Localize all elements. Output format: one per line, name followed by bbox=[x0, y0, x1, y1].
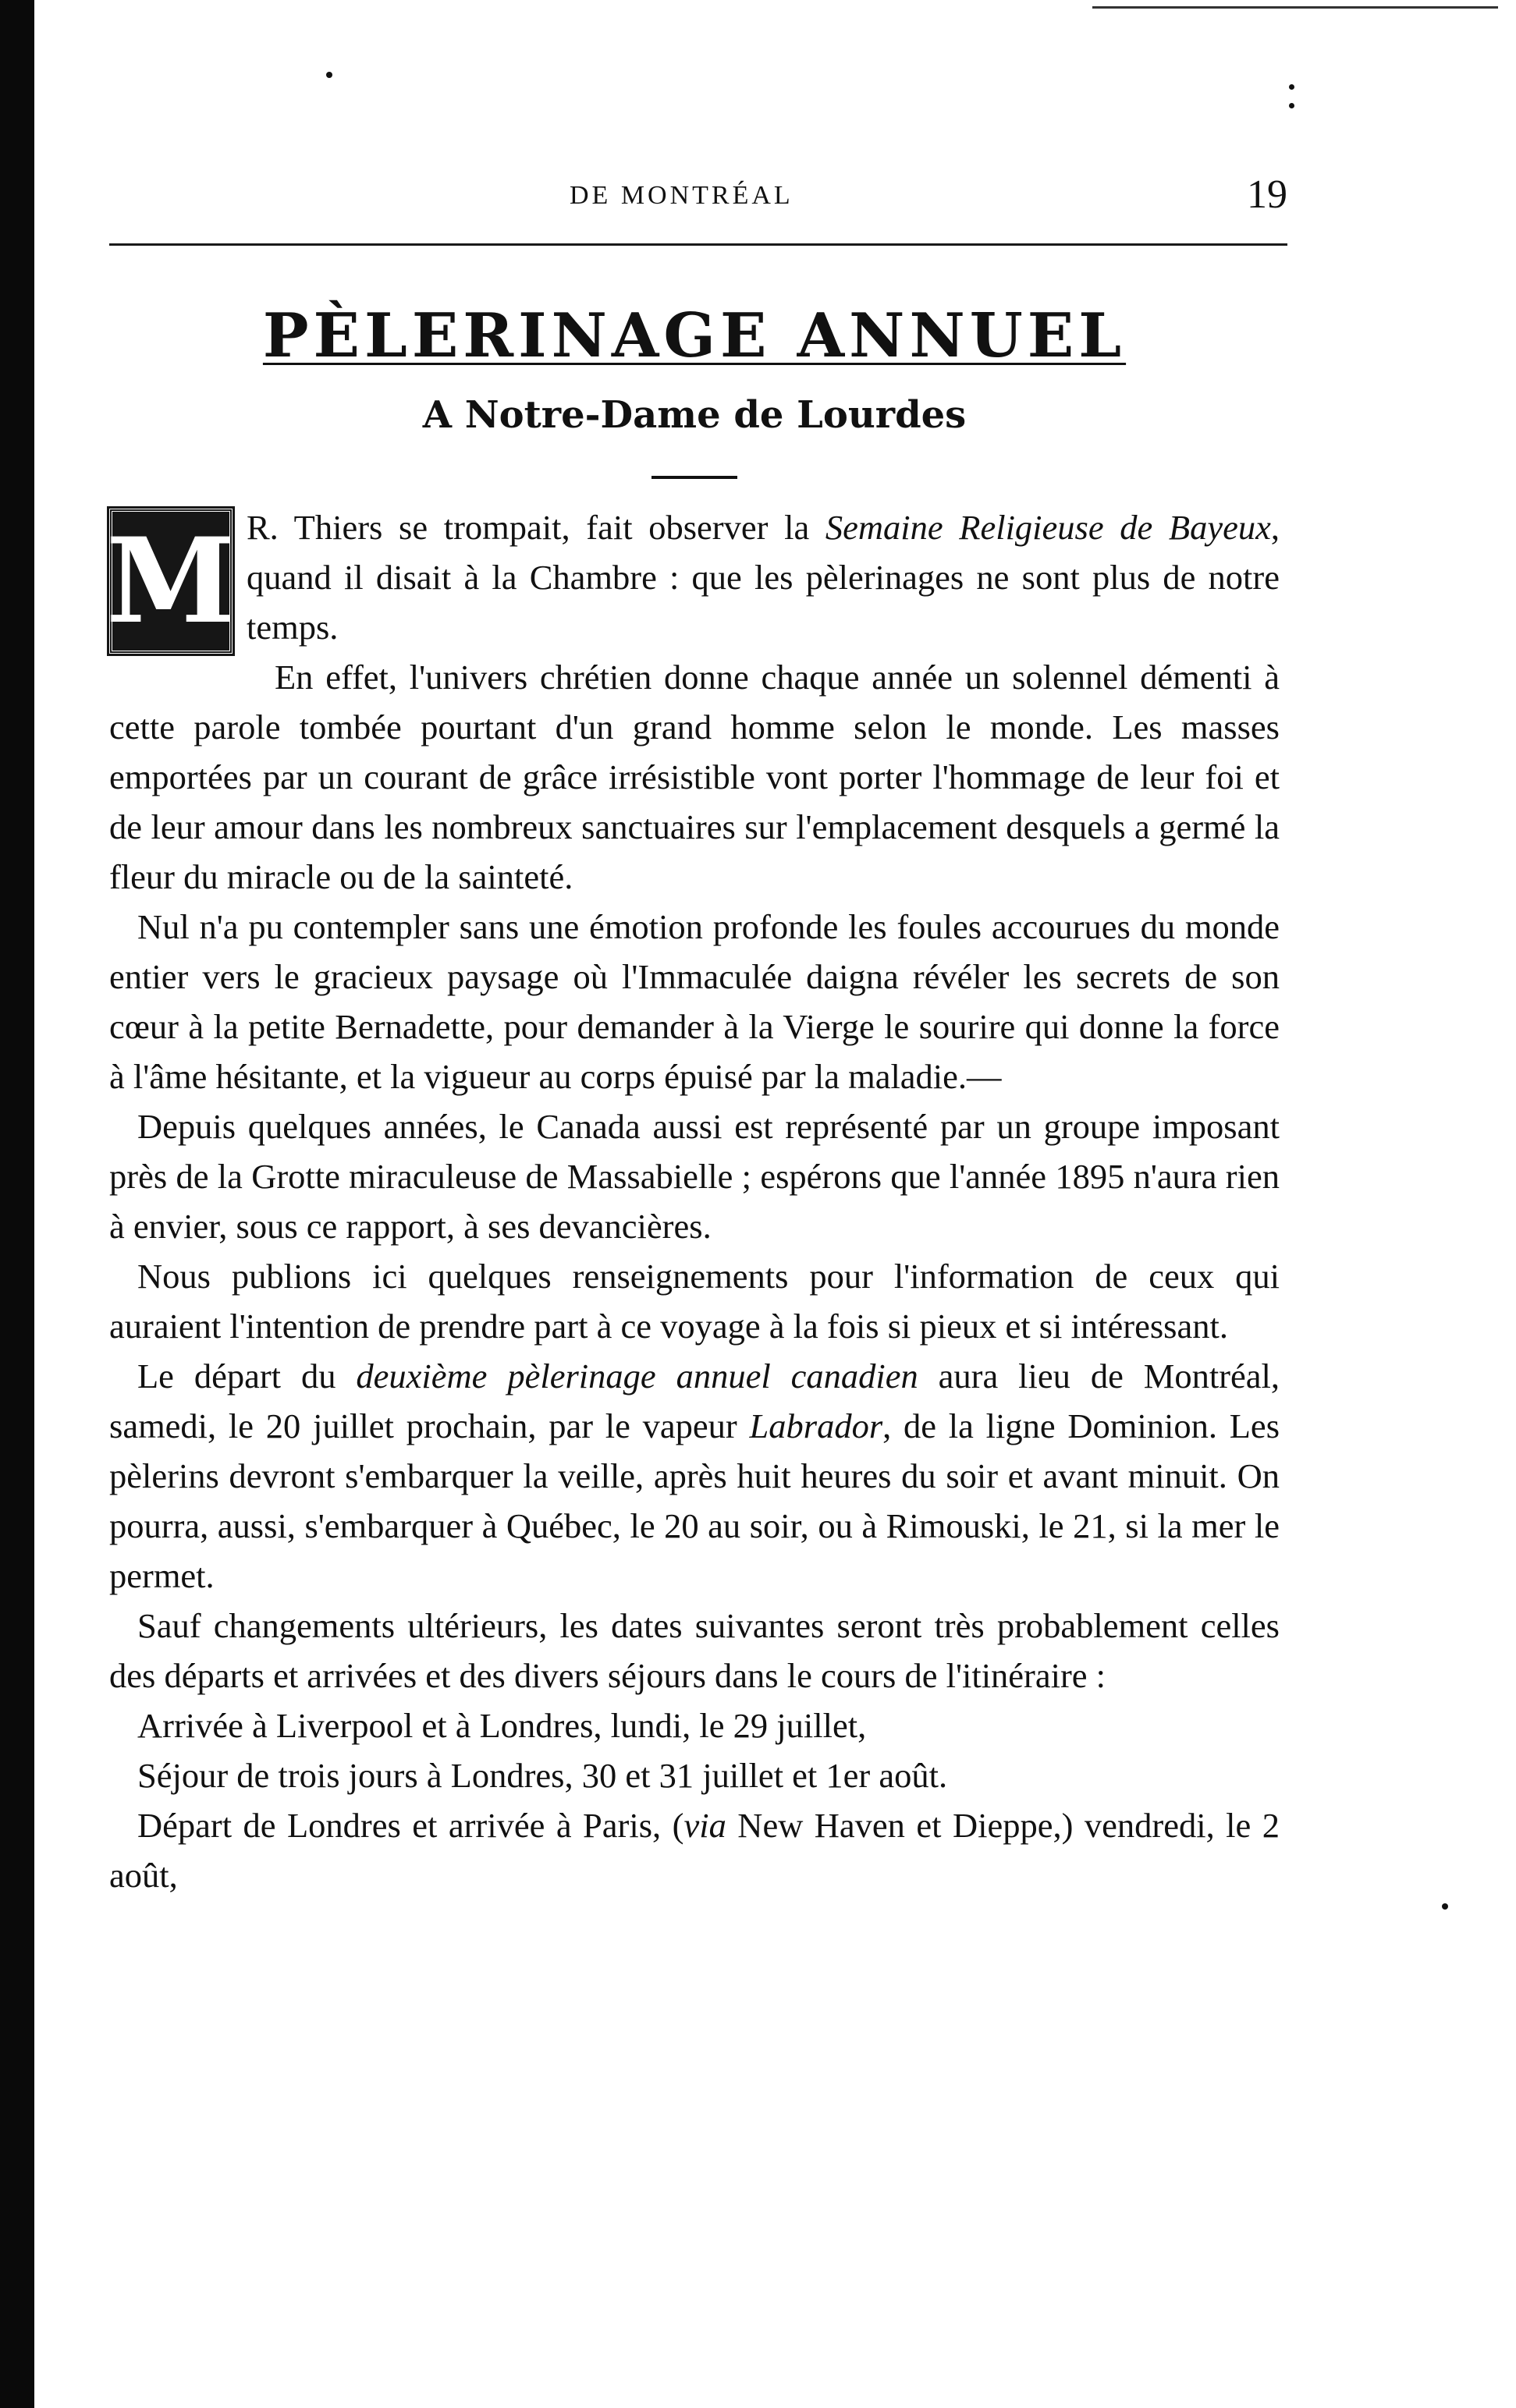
pilgrimage-name: deuxième pèlerinage annuel canadien bbox=[356, 1356, 918, 1396]
header-rule bbox=[109, 243, 1287, 246]
paragraph-text: , de la ligne Dominion. Les pèlerins devront s'embarquer la veille, après huit heures du soir et avant minuit. On pourra, aussi, s'embarquer à Québec, le 20 au soir, ou à Rimouski, le 21, si la mer le permet. bbox=[109, 1406, 1280, 1595]
title-rule bbox=[651, 476, 737, 479]
paragraph: Nul n'a pu contempler sans une émotion profonde les foules accourues du monde entier vers le gracieux paysage où l'Immaculée daigna révéler les secrets de son cœur à la petite Bernadette, pour demander à la Vierge le sourire qui donne la force à l'âme hésitante, et la vigueur au corps épuisé par la maladie.— bbox=[109, 907, 1280, 1096]
paragraph-text: New Haven et Dieppe,) vendredi, le 2 août, bbox=[109, 1806, 1280, 1895]
running-title: DE MONTRÉAL bbox=[570, 181, 794, 210]
running-head bbox=[109, 172, 1287, 226]
itinerary-line bbox=[109, 1800, 1280, 1900]
ship-name: Labrador bbox=[749, 1406, 883, 1445]
paragraph: En effet, l'univers chrétien donne chaque année un solennel démenti à cette parole tombée pourtant d'un grand homme selon le monde. Les masses emportées par un courant de grâce irrésistible vont porter l'hommage de leur foi et de leur amour dans les nombreux sanctuaires sur l'emplacement desquels a germé la fleur du miracle ou de la sainteté. bbox=[109, 658, 1280, 896]
paragraph-text: Départ de Londres et arrivée à Paris, ( bbox=[137, 1806, 684, 1845]
article-body bbox=[105, 502, 1280, 1900]
scan-speck bbox=[1442, 1903, 1448, 1910]
scan-top-rule bbox=[1092, 6, 1498, 9]
article-title: PÈLERINAGE ANNUEL bbox=[262, 300, 1127, 371]
itinerary-line: Arrivée à Liverpool et à Londres, lundi, le 29 juillet, bbox=[137, 1706, 867, 1745]
scan-speck bbox=[1289, 103, 1294, 108]
paragraph bbox=[109, 1351, 1280, 1601]
paragraph: Depuis quelques années, le Canada aussi est représenté par un groupe imposant près de la Grotte miraculeuse de Massabielle ; espérons que l'année 1895 n'aura rien à envier, sous ce rapport, à ses devancières. bbox=[109, 1107, 1280, 1246]
scan-speck bbox=[1289, 84, 1294, 90]
drop-cap: M bbox=[109, 509, 233, 654]
paragraph bbox=[105, 502, 1280, 652]
book-page bbox=[105, 172, 1287, 1900]
article-subtitle: A Notre-Dame de Lourdes bbox=[422, 393, 967, 437]
publication-name: Semaine Religieuse de Bayeux bbox=[825, 508, 1271, 547]
page-number: 19 bbox=[1247, 172, 1287, 217]
paragraph-text: , quand il disait à la Chambre : que les pèlerinages ne sont plus de notre temps. bbox=[247, 508, 1280, 647]
paragraph-text: R. Thiers se trompait, fait observer la bbox=[247, 508, 825, 547]
paragraph: Sauf changements ultérieurs, les dates suivantes seront très probablement celles des départs et arrivées et des divers séjours dans le cours de l'itinéraire : bbox=[109, 1606, 1280, 1695]
paragraph-text: Le départ du bbox=[137, 1356, 357, 1396]
paragraph-text: aura lieu de Montréal, samedi, le 20 juillet prochain, par le vapeur bbox=[109, 1356, 1280, 1445]
itinerary-line: Séjour de trois jours à Londres, 30 et 31 juillet et 1er août. bbox=[137, 1756, 948, 1795]
scan-edge-bar bbox=[0, 0, 34, 2408]
paragraph: Nous publions ici quelques renseignements pour l'information de ceux qui auraient l'intention de prendre part à ce voyage à la fois si pieux et si intéressant. bbox=[109, 1257, 1280, 1346]
route-word: via bbox=[683, 1806, 726, 1845]
scan-speck bbox=[326, 72, 332, 78]
